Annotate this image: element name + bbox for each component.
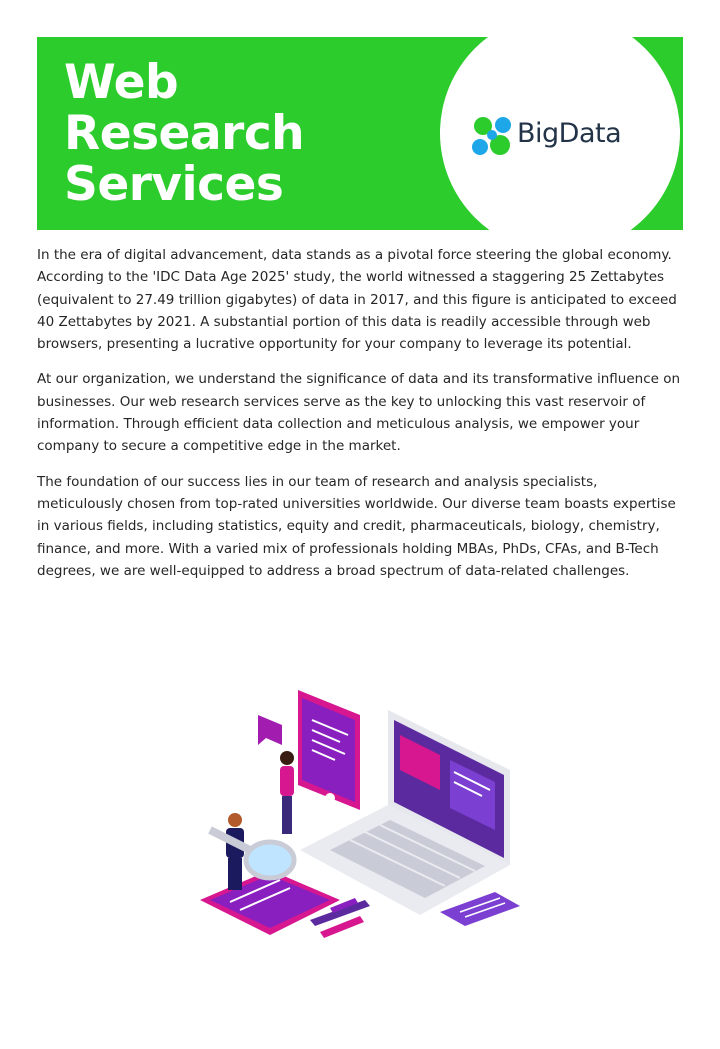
- person-icon: [226, 813, 244, 890]
- title-line: Web: [64, 55, 179, 110]
- header-banner: [37, 37, 683, 230]
- paragraph: At our organization, we understand the significance of data and its transformative influence on businesses. Our web research services serve as the key to unlocking this vast reservoir of information. Through efficient data collection and meticulous analysis, we empower your company to secure a competitive edge in the market.: [37, 371, 681, 455]
- logo-text: BigData: [517, 118, 622, 149]
- phone-icon: [298, 690, 360, 810]
- paragraph: In the era of digital advancement, data stands as a pivotal force steering the global economy. According to the 'IDC Data Age 2025' study, the world witnessed a staggering 25 Zettabytes (equivalent to 27.49 trillion gigabytes) of data in 2017, and this figure is anticipated to exceed 40 Zettabytes by 2021. A substantial portion of this data is readily accessible through web browsers, presenting a lucrative opportunity for your company to leverage its potential.: [37, 247, 677, 353]
- paragraph: The foundation of our success lies in our team of research and analysis specialists, meticulously chosen from top-rated universities worldwide. Our diverse team boasts expertise in various fields, including statistics, equity and credit, pharmaceuticals, biology, chemistry, finance, and more. With a varied mix of professionals holding MBAs, PhDs, CFAs, and B-Tech degrees, we are well-equipped to address a broad spectrum of data-related challenges.: [37, 473, 676, 579]
- magnifier-icon: [210, 830, 294, 878]
- bigdata-dots-logo-icon: [470, 113, 518, 165]
- person-icon: [280, 751, 294, 834]
- title-line: Research: [64, 106, 305, 161]
- title-line: Services: [64, 157, 284, 212]
- bigdata-logo: [470, 113, 650, 165]
- article-body: [37, 244, 687, 595]
- data-research-illustration-icon: [190, 680, 530, 960]
- page-title: [64, 57, 304, 210]
